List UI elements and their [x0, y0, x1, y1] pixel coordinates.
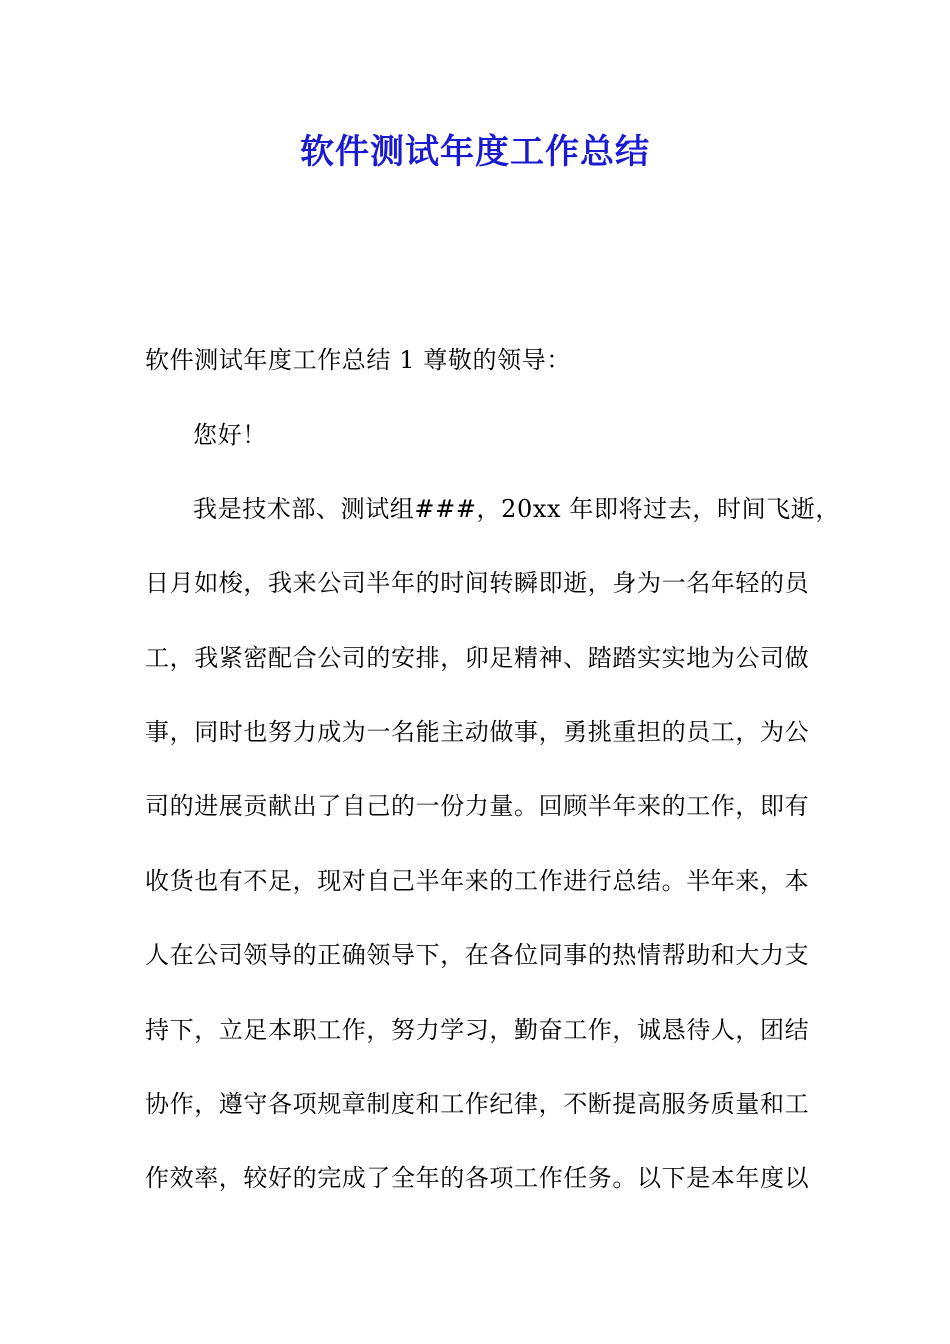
body-line: 人在公司领导的正确领导下，在各位同事的热情帮助和大力支: [145, 941, 810, 969]
body-line: 日月如梭，我来公司半年的时间转瞬即逝，身为一名年轻的员: [145, 569, 810, 597]
body-line: 收货也有不足，现对自己半年来的工作进行总结。半年来，本: [145, 867, 810, 895]
greeting-line: 您好！: [193, 421, 267, 449]
document-title: 软件测试年度工作总结: [300, 132, 650, 172]
body-line: 事，同时也努力成为一名能主动做事，勇挑重担的员工，为公: [145, 718, 810, 746]
body-line: 协作，遵守各项规章制度和工作纪律，不断提高服务质量和工: [145, 1090, 810, 1118]
body-line: 司的进展贡献出了自己的一份力量。回顾半年来的工作，即有: [145, 792, 810, 820]
body-line: 作效率，较好的完成了全年的各项工作任务。以下是本年度以: [145, 1164, 810, 1192]
salutation-line: 软件测试年度工作总结 1 尊敬的领导：: [145, 346, 571, 374]
body-line: 我是技术部、测试组###，20xx 年即将过去，时间飞逝，: [193, 495, 840, 523]
body-line: 工，我紧密配合公司的安排，卯足精神、踏踏实实地为公司做: [145, 644, 810, 672]
body-line: 持下，立足本职工作，努力学习，勤奋工作，诚恳待人，团结: [145, 1016, 810, 1044]
